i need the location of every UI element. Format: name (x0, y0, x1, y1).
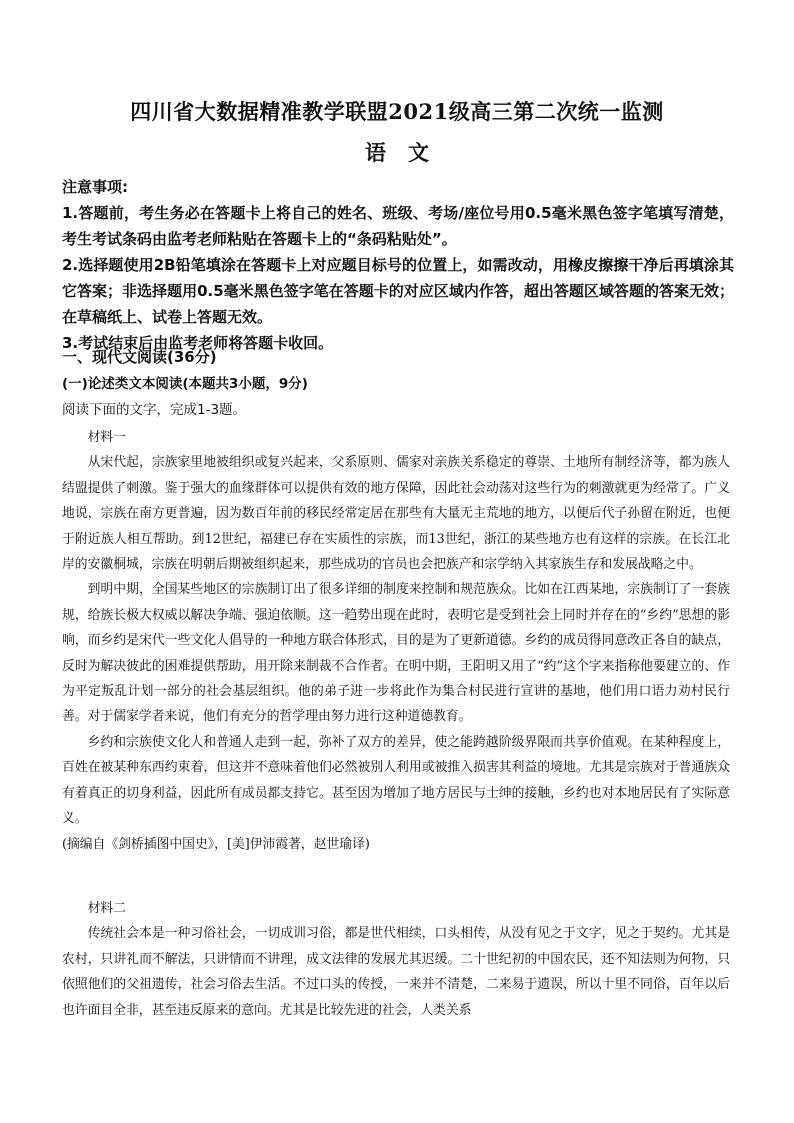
material-two (62, 896, 730, 1023)
exam-notes (62, 174, 734, 356)
paragraph: 到明中期，全国某些地区的宗族制订出了很多详细的制度来控制和规范族众。比如在江西某地，宗族制订了一套族规，给族长极大权威以解决争端、强迫依顺。这一趋势出现在此时，表明它是受到社会上同时并存在的“乡约”思想的影响，而乡约是宋代一些文化人倡导的一种地方联合体形式，目的是为了更新道德。乡约的成员得同意改正各自的缺点，反时为解决彼此的困难提供帮助，用开除来制裁不合作者。在明中期，王阳明又用了“约”这个字来指称他要建立的、作为平定叛乱计划一部分的社会基层组织。他的弟子进一步将此作为集合村民进行宣讲的基地，他们用口语力劝村民行善。对于儒家学者来说，他们有充分的哲学理由努力进行这种道德教育。 (62, 582, 730, 725)
subject-title: 语文 (365, 140, 451, 165)
exam-title: 四川省大数据精准教学联盟2021级高三第二次统一监测 (130, 99, 664, 124)
notes-item: 3.考试结束后由监考老师将答题卡收回。 (62, 334, 334, 352)
material-label: 材料二 (87, 901, 126, 916)
material-source: (摘编自《剑桥插图中国史》，[美]伊沛霞著，赵世瑜译) (62, 836, 370, 852)
notes-heading: 注意事项: (62, 178, 128, 196)
material-label: 材料一 (87, 430, 126, 445)
notes-item: 1.答题前，考生务必在答题卡上将自己的姓名、班级、考场/座位号用0.5毫米黑色签字笔填写清楚，考生考试条码由监考老师粘贴在答题卡上的“条码粘贴处”。 (62, 204, 734, 248)
paragraph: 从宋代起，宗族家里地被组织或复兴起来，父系原则、儒家对亲族关系稳定的尊崇、土地所有制经济等，都为族人结盟提供了刺激。鉴于强大的血缘群体可以提供有效的地方保障，因此社会动荡对这些行为的刺激就更为经常了。广义地说，宗族在南方更普遍，因为数百年前的移民经常定居在那些有大量无主荒地的地方，以便后代子孙留在附近，也便于附近族人相互帮助。到12世纪，福建已存在实质性的宗族，而13世纪，浙江的某些地方也有这样的宗族。在长江北岸的安徽桐城，宗族在明朝后期被组织起来，那些成功的官员也会把族产和宗学纳入其家族生存和发展战略之中。 (62, 455, 730, 573)
section-heading: 一、现代文阅读(36分) (62, 348, 217, 366)
paragraph: 传统社会本是一种习俗社会，一切成训习俗，都是世代相续，口头相传，从没有见之于文字，见之于契约。尤其是农村，只讲礼而不解法，只讲情而不讲理，成文法律的发展尤其迟缓。二十世纪初的中国农民，还不知法则为何物，只依照他们的父祖遗传，社会习俗去生活。不过口头的传授，一来并不清楚，二来易于遗误，所以十里不同俗，百年以后也许面目全非，甚至违反原来的意向。尤其是比较先进的社会，人类关系 (62, 926, 730, 1018)
reading-instruction: 阅读下面的文字，完成1-3题。 (62, 402, 247, 418)
notes-item: 2.选择题使用2B铅笔填涂在答题卡上对应题目标号的位置上，如需改动，用橡皮擦擦干净后再填涂其它答案；非选择题用0.5毫米黑色签字笔在答题卡的对应区域内作答，超出答题区域答题的答案无效；在草稿纸上、试卷上答题无效。 (62, 256, 734, 326)
paragraph: 乡约和宗族使文化人和普通人走到一起，弥补了双方的差异，使之能跨越阶级界限而共享价值观。在某种程度上，百姓在被某种东西约束着，但这并不意味着他们必然被别人利用或被推入损害其利益的境地。尤其是宗族对于普通族众有着真正的切身利益，因此所有成员都支持它。甚至因为增加了地方居民与士绅的接触，乡约也对本地居民有了实际意义。 (62, 734, 730, 827)
subsection-heading: (一)论述类文本阅读(本题共3小题，9分) (62, 376, 308, 392)
material-one (62, 425, 730, 857)
